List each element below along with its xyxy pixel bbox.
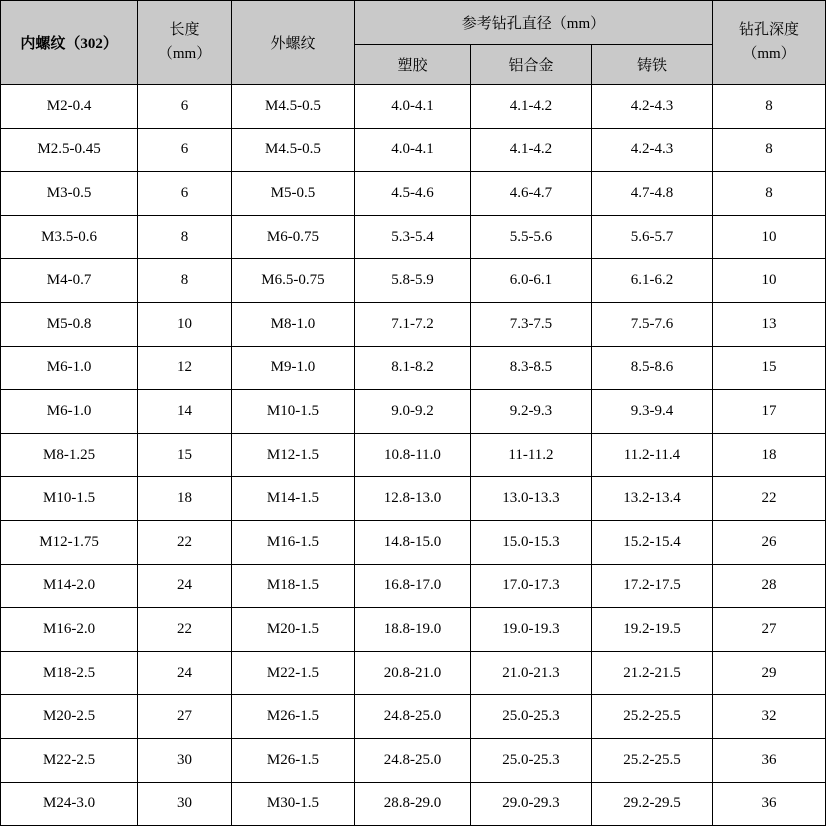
cell-drill-depth: 13: [712, 302, 825, 346]
cell-internal-thread: M12-1.75: [1, 520, 138, 564]
cell-drill-plastic: 4.5-4.6: [354, 172, 470, 216]
cell-length: 10: [138, 302, 232, 346]
header-internal-thread: 内螺纹（302）: [1, 1, 138, 85]
cell-drill-depth: 15: [712, 346, 825, 390]
cell-drill-plastic: 4.0-4.1: [354, 85, 470, 129]
cell-drill-aluminum: 25.0-25.3: [470, 738, 591, 782]
header-depth-unit: （mm）: [742, 45, 796, 62]
cell-drill-depth: 29: [712, 651, 825, 695]
cell-drill-depth: 8: [712, 172, 825, 216]
table-row: [1, 302, 826, 346]
cell-internal-thread: M20-2.5: [1, 695, 138, 739]
cell-drill-cast-iron: 29.2-29.5: [591, 782, 712, 826]
cell-external-thread: M16-1.5: [231, 520, 354, 564]
cell-drill-aluminum: 7.3-7.5: [470, 302, 591, 346]
table-row: [1, 477, 826, 521]
table-row: [1, 346, 826, 390]
cell-length: 14: [138, 390, 232, 434]
cell-drill-plastic: 24.8-25.0: [354, 695, 470, 739]
cell-external-thread: M4.5-0.5: [231, 85, 354, 129]
table-row: [1, 738, 826, 782]
cell-length: 6: [138, 172, 232, 216]
table-row: [1, 172, 826, 216]
cell-length: 6: [138, 85, 232, 129]
cell-external-thread: M26-1.5: [231, 695, 354, 739]
cell-length: 22: [138, 608, 232, 652]
cell-internal-thread: M16-2.0: [1, 608, 138, 652]
cell-drill-cast-iron: 6.1-6.2: [591, 259, 712, 303]
cell-length: 24: [138, 564, 232, 608]
cell-length: 8: [138, 259, 232, 303]
cell-internal-thread: M4-0.7: [1, 259, 138, 303]
cell-drill-cast-iron: 25.2-25.5: [591, 695, 712, 739]
cell-drill-aluminum: 17.0-17.3: [470, 564, 591, 608]
cell-length: 30: [138, 738, 232, 782]
cell-drill-plastic: 4.0-4.1: [354, 128, 470, 172]
cell-internal-thread: M6-1.0: [1, 346, 138, 390]
table-row: [1, 390, 826, 434]
cell-internal-thread: M3.5-0.6: [1, 215, 138, 259]
cell-external-thread: M14-1.5: [231, 477, 354, 521]
cell-external-thread: M20-1.5: [231, 608, 354, 652]
cell-drill-cast-iron: 4.2-4.3: [591, 85, 712, 129]
cell-drill-aluminum: 4.1-4.2: [470, 128, 591, 172]
header-row-primary: [1, 1, 826, 45]
cell-drill-aluminum: 4.6-4.7: [470, 172, 591, 216]
table-row: [1, 608, 826, 652]
cell-external-thread: M26-1.5: [231, 738, 354, 782]
cell-drill-plastic: 12.8-13.0: [354, 477, 470, 521]
cell-drill-depth: 17: [712, 390, 825, 434]
cell-internal-thread: M5-0.8: [1, 302, 138, 346]
table-row: [1, 695, 826, 739]
cell-drill-plastic: 16.8-17.0: [354, 564, 470, 608]
cell-drill-aluminum: 6.0-6.1: [470, 259, 591, 303]
cell-drill-aluminum: 13.0-13.3: [470, 477, 591, 521]
cell-drill-plastic: 5.8-5.9: [354, 259, 470, 303]
cell-external-thread: M5-0.5: [231, 172, 354, 216]
cell-drill-plastic: 5.3-5.4: [354, 215, 470, 259]
table-row: [1, 651, 826, 695]
header-material-cast-iron: 铸铁: [591, 45, 712, 85]
cell-internal-thread: M2-0.4: [1, 85, 138, 129]
table-row: [1, 433, 826, 477]
table-row: [1, 259, 826, 303]
cell-length: 30: [138, 782, 232, 826]
table-row: [1, 520, 826, 564]
cell-internal-thread: M24-3.0: [1, 782, 138, 826]
cell-drill-depth: 8: [712, 85, 825, 129]
cell-length: 12: [138, 346, 232, 390]
cell-external-thread: M12-1.5: [231, 433, 354, 477]
cell-internal-thread: M18-2.5: [1, 651, 138, 695]
cell-drill-cast-iron: 21.2-21.5: [591, 651, 712, 695]
cell-length: 15: [138, 433, 232, 477]
cell-drill-aluminum: 21.0-21.3: [470, 651, 591, 695]
cell-drill-depth: 10: [712, 259, 825, 303]
cell-drill-depth: 27: [712, 608, 825, 652]
header-material-aluminum: 铝合金: [470, 45, 591, 85]
cell-external-thread: M9-1.0: [231, 346, 354, 390]
cell-drill-plastic: 9.0-9.2: [354, 390, 470, 434]
cell-drill-plastic: 18.8-19.0: [354, 608, 470, 652]
cell-length: 6: [138, 128, 232, 172]
header-length: [138, 1, 232, 85]
cell-drill-aluminum: 8.3-8.5: [470, 346, 591, 390]
cell-external-thread: M6.5-0.75: [231, 259, 354, 303]
header-length-unit: （mm）: [157, 45, 212, 62]
cell-drill-cast-iron: 15.2-15.4: [591, 520, 712, 564]
cell-external-thread: M8-1.0: [231, 302, 354, 346]
cell-drill-aluminum: 15.0-15.3: [470, 520, 591, 564]
cell-drill-depth: 26: [712, 520, 825, 564]
cell-drill-cast-iron: 5.6-5.7: [591, 215, 712, 259]
cell-drill-depth: 8: [712, 128, 825, 172]
cell-drill-depth: 18: [712, 433, 825, 477]
cell-drill-aluminum: 11-11.2: [470, 433, 591, 477]
cell-drill-plastic: 7.1-7.2: [354, 302, 470, 346]
table-row: [1, 564, 826, 608]
cell-length: 8: [138, 215, 232, 259]
cell-drill-plastic: 10.8-11.0: [354, 433, 470, 477]
cell-drill-depth: 36: [712, 782, 825, 826]
cell-drill-plastic: 24.8-25.0: [354, 738, 470, 782]
header-external-thread: 外螺纹: [231, 1, 354, 85]
cell-drill-cast-iron: 8.5-8.6: [591, 346, 712, 390]
cell-drill-depth: 10: [712, 215, 825, 259]
cell-internal-thread: M14-2.0: [1, 564, 138, 608]
cell-drill-depth: 32: [712, 695, 825, 739]
table-row: [1, 215, 826, 259]
cell-length: 18: [138, 477, 232, 521]
cell-drill-cast-iron: 7.5-7.6: [591, 302, 712, 346]
cell-external-thread: M10-1.5: [231, 390, 354, 434]
cell-drill-cast-iron: 25.2-25.5: [591, 738, 712, 782]
header-drill-diameter-group: 参考钻孔直径（mm）: [354, 1, 712, 45]
cell-external-thread: M4.5-0.5: [231, 128, 354, 172]
cell-drill-cast-iron: 4.2-4.3: [591, 128, 712, 172]
cell-drill-cast-iron: 9.3-9.4: [591, 390, 712, 434]
cell-drill-aluminum: 25.0-25.3: [470, 695, 591, 739]
table-row: [1, 782, 826, 826]
cell-drill-cast-iron: 4.7-4.8: [591, 172, 712, 216]
cell-length: 27: [138, 695, 232, 739]
cell-internal-thread: M10-1.5: [1, 477, 138, 521]
cell-drill-depth: 36: [712, 738, 825, 782]
cell-drill-aluminum: 9.2-9.3: [470, 390, 591, 434]
cell-drill-aluminum: 4.1-4.2: [470, 85, 591, 129]
cell-drill-aluminum: 5.5-5.6: [470, 215, 591, 259]
cell-external-thread: M18-1.5: [231, 564, 354, 608]
cell-drill-depth: 22: [712, 477, 825, 521]
header-drill-depth: [712, 1, 825, 85]
cell-external-thread: M30-1.5: [231, 782, 354, 826]
table-row: [1, 128, 826, 172]
cell-length: 24: [138, 651, 232, 695]
header-material-plastic: 塑胶: [354, 45, 470, 85]
cell-internal-thread: M3-0.5: [1, 172, 138, 216]
cell-drill-plastic: 14.8-15.0: [354, 520, 470, 564]
cell-drill-plastic: 20.8-21.0: [354, 651, 470, 695]
cell-internal-thread: M2.5-0.45: [1, 128, 138, 172]
header-length-title: 长度: [169, 22, 200, 39]
table-body: [1, 85, 826, 826]
cell-internal-thread: M22-2.5: [1, 738, 138, 782]
cell-drill-plastic: 8.1-8.2: [354, 346, 470, 390]
cell-internal-thread: M8-1.25: [1, 433, 138, 477]
cell-internal-thread: M6-1.0: [1, 390, 138, 434]
cell-drill-cast-iron: 17.2-17.5: [591, 564, 712, 608]
cell-external-thread: M22-1.5: [231, 651, 354, 695]
cell-drill-cast-iron: 13.2-13.4: [591, 477, 712, 521]
cell-length: 22: [138, 520, 232, 564]
cell-drill-cast-iron: 19.2-19.5: [591, 608, 712, 652]
header-depth-title: 钻孔深度: [738, 22, 799, 39]
cell-drill-depth: 28: [712, 564, 825, 608]
cell-drill-aluminum: 29.0-29.3: [470, 782, 591, 826]
cell-drill-cast-iron: 11.2-11.4: [591, 433, 712, 477]
table-header: [1, 1, 826, 85]
table-row: [1, 85, 826, 129]
cell-drill-aluminum: 19.0-19.3: [470, 608, 591, 652]
cell-external-thread: M6-0.75: [231, 215, 354, 259]
cell-drill-plastic: 28.8-29.0: [354, 782, 470, 826]
